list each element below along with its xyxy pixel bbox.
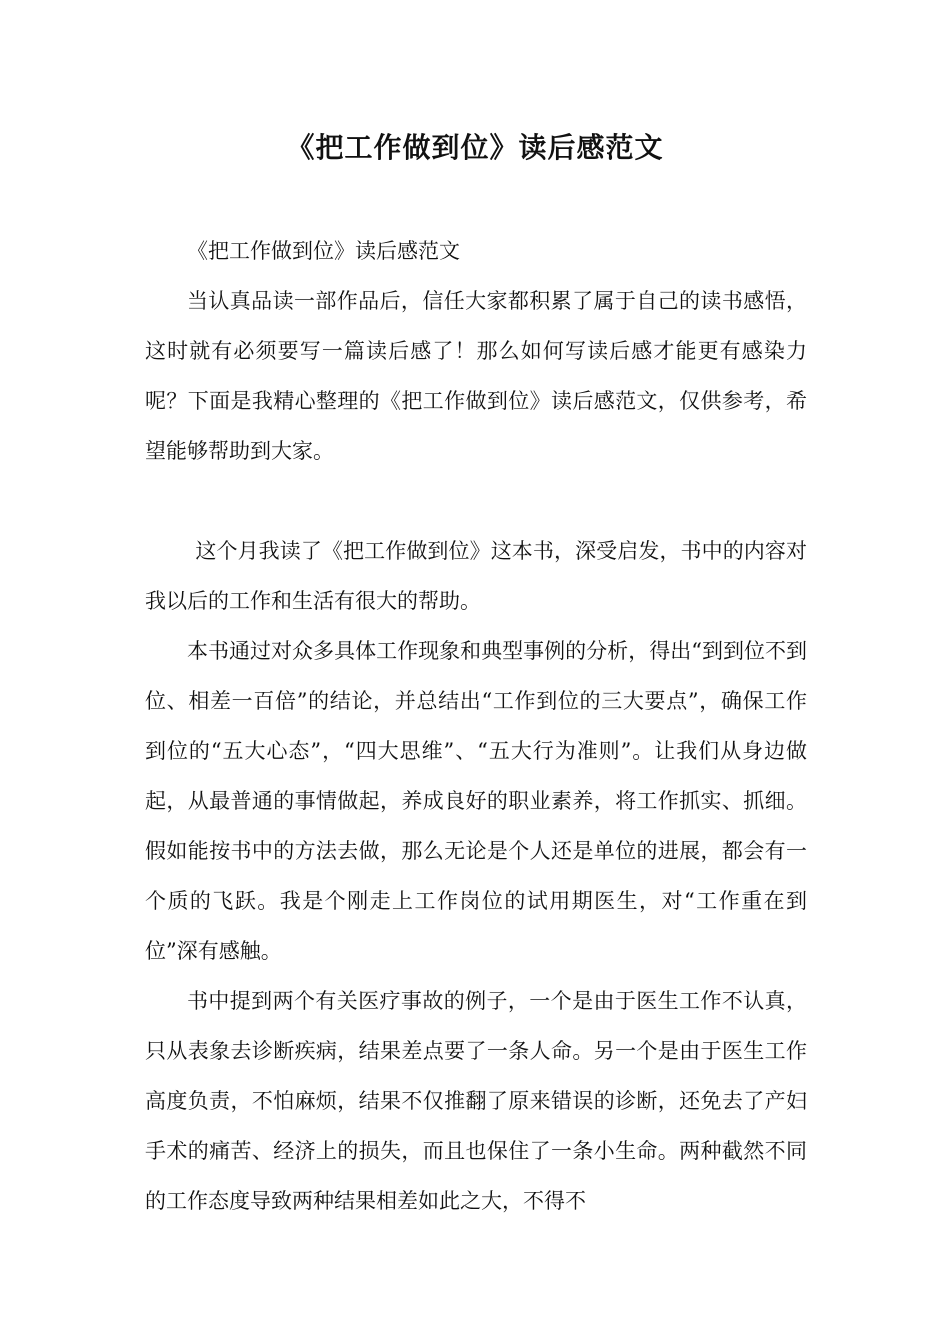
document-subtitle-block (145, 226, 807, 276)
body-paragraph-1: 这个月我读了《把工作做到位》这本书，深受启发，书中的内容对我以后的工作和生活有很大的帮助。 (145, 539, 807, 613)
body-paragraph-3: 书中提到两个有关医疗事故的例子，一个是由于医生工作不认真，只从表象去诊断疾病，结果差点要了一条人命。另一个是由于医生工作高度负责，不怕麻烦，结果不仅推翻了原来错误的诊断，还免去了产妇手术的痛苦、经济上的损失，而且也保住了一条小生命。两种截然不同的工作态度导致两种结果相差如此之大，不得不 (145, 989, 807, 1213)
document-subtitle: 《把工作做到位》读后感范文 (187, 239, 460, 263)
intro-block (145, 276, 807, 476)
document-title: 《把工作做到位》读后感范文 (286, 131, 664, 164)
intro-paragraph: 当认真品读一部作品后，信任大家都积累了属于自己的读书感悟，这时就有必须要写一篇读后感了！那么如何写读后感才能更有感染力呢？下面是我精心整理的《把工作做到位》读后感范文，仅供参考，希望能够帮助到大家。 (145, 289, 807, 463)
paragraph-block-1 (145, 526, 807, 626)
paragraph-block-2 (145, 626, 807, 976)
body-paragraph-2: 本书通过对众多具体工作现象和典型事例的分析，得出“到到位不到位、相差一百倍”的结论，并总结出“工作到位的三大要点”，确保工作到位的“五大心态”，“四大思维”、“五大行为准则”。让我们从身边做起，从最普通的事情做起，养成良好的职业素养，将工作抓实、抓细。假如能按书中的方法去做，那么无论是个人还是单位的进展，都会有一个质的飞跃。我是个刚走上工作岗位的试用期医生，对“工作重在到位”深有感触。 (145, 639, 807, 963)
paragraph-block-3 (145, 976, 807, 1226)
